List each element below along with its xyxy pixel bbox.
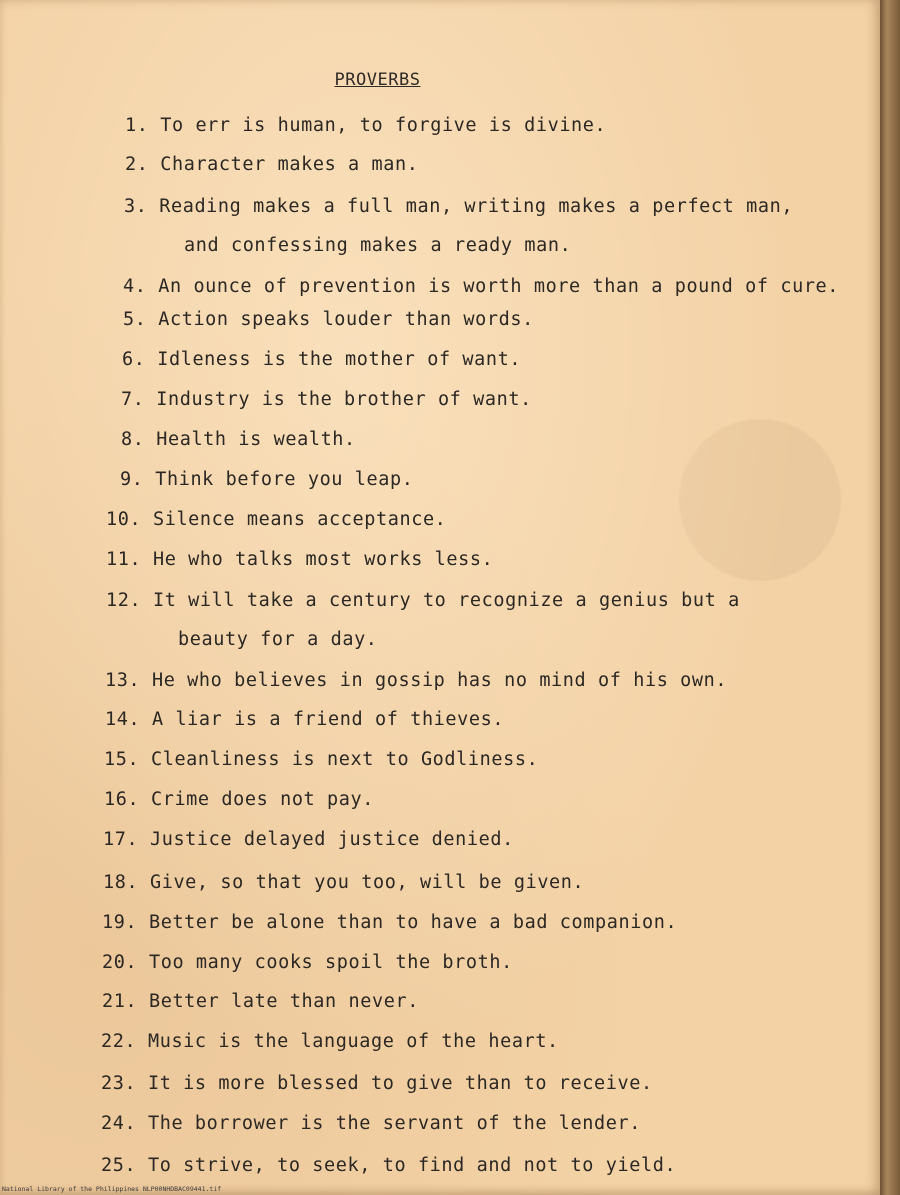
item-text: Silence means acceptance. <box>152 509 447 530</box>
item-continuation: beauty for a day. <box>178 629 378 650</box>
list-item <box>105 670 727 691</box>
item-text: It will take a century to recognize a genius but a <box>152 590 740 611</box>
item-number: 13. <box>105 670 141 691</box>
list-item <box>103 872 584 893</box>
item-number: 11. <box>106 549 142 570</box>
list-item <box>123 276 839 297</box>
item-number: 7. <box>121 389 145 410</box>
list-item <box>103 829 514 850</box>
item-number: 10. <box>106 509 142 530</box>
item-text: Give, so that you too, will be given. <box>149 872 585 893</box>
page-title: PROVERBS <box>334 70 421 90</box>
item-number: 12. <box>106 590 142 611</box>
item-number: 22. <box>101 1031 137 1052</box>
item-text: Industry is the brother of want. <box>156 389 532 410</box>
list-item <box>123 309 534 330</box>
item-text: To err is human, to forgive is divine. <box>160 115 607 136</box>
item-number: 1. <box>125 115 149 136</box>
list-item <box>104 789 374 810</box>
item-number: 9. <box>120 469 144 490</box>
item-text: Music is the language of the heart. <box>147 1031 559 1052</box>
item-text: He who believes in gossip has no mind of his own. <box>151 670 728 691</box>
item-text: Character makes a man. <box>160 154 419 175</box>
item-number: 21. <box>102 991 138 1012</box>
item-text: The borrower is the servant of the lender. <box>147 1113 641 1134</box>
list-item <box>101 1073 653 1094</box>
list-item <box>121 389 532 410</box>
item-number: 6. <box>122 349 146 370</box>
list-item <box>102 912 677 933</box>
page-edge <box>880 0 900 1195</box>
item-number: 16. <box>104 789 140 810</box>
list-item <box>106 590 740 611</box>
list-item <box>102 991 419 1012</box>
item-text: It is more blessed to give than to receive. <box>147 1073 653 1094</box>
item-number: 20. <box>102 952 138 973</box>
item-number: 3. <box>124 196 148 217</box>
item-number: 25. <box>101 1155 137 1176</box>
list-item <box>102 952 513 973</box>
item-continuation: and confessing makes a ready man. <box>184 235 572 256</box>
list-item <box>104 749 538 770</box>
list-item <box>121 429 356 450</box>
item-text: Think before you leap. <box>155 469 414 490</box>
item-text: Idleness is the mother of want. <box>157 349 522 370</box>
list-item <box>124 196 793 217</box>
item-text: Health is wealth. <box>156 429 356 450</box>
list-item <box>120 469 413 490</box>
item-number: 17. <box>103 829 139 850</box>
item-text: Justice delayed justice denied. <box>149 829 514 850</box>
item-text: He who talks most works less. <box>152 549 494 570</box>
item-number: 24. <box>101 1113 137 1134</box>
item-number: 19. <box>102 912 138 933</box>
list-item <box>106 549 493 570</box>
list-item <box>101 1113 641 1134</box>
list-item <box>105 709 504 730</box>
item-number: 15. <box>104 749 140 770</box>
item-text: Action speaks louder than words. <box>158 309 534 330</box>
item-text: Crime does not pay. <box>150 789 374 810</box>
item-text: To strive, to seek, to find and not to yield. <box>147 1155 677 1176</box>
scan-footer: National Library of the Philippines NLP00NHDBAC09441.tif <box>2 1185 222 1193</box>
list-item <box>125 154 418 175</box>
list-item <box>125 115 606 136</box>
item-text: Better late than never. <box>148 991 419 1012</box>
item-number: 4. <box>123 276 147 297</box>
list-item <box>106 509 446 530</box>
item-number: 5. <box>123 309 147 330</box>
list-item <box>101 1155 676 1176</box>
item-number: 14. <box>105 709 141 730</box>
item-text: Reading makes a full man, writing makes a perfect man, <box>159 196 794 217</box>
item-number: 23. <box>101 1073 137 1094</box>
item-text: Cleanliness is next to Godliness. <box>150 749 539 770</box>
item-text: Better be alone than to have a bad companion. <box>148 912 678 933</box>
list-item <box>122 349 521 370</box>
item-text: A liar is a friend of thieves. <box>151 709 505 730</box>
item-number: 8. <box>121 429 145 450</box>
item-text: Too many cooks spoil the broth. <box>148 952 513 973</box>
list-item <box>101 1031 559 1052</box>
item-text: An ounce of prevention is worth more than a pound of cure. <box>158 276 840 297</box>
item-number: 2. <box>125 154 149 175</box>
item-number: 18. <box>103 872 139 893</box>
